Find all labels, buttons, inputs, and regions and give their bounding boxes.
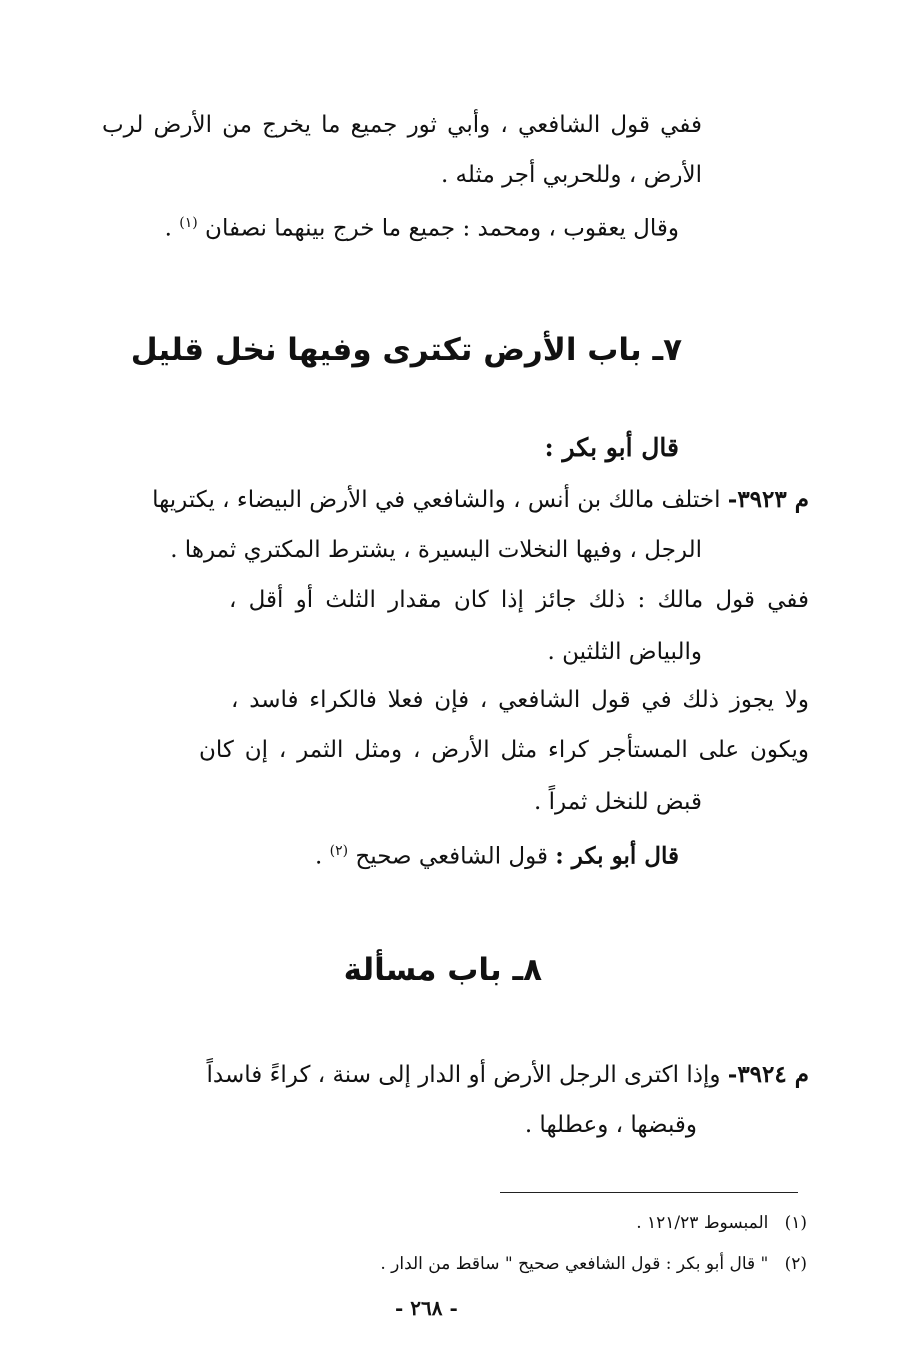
chapter-heading: ٨ـ باب مسألة — [343, 952, 542, 988]
bold-label: قال أبو بكر : — [555, 842, 679, 870]
text-line: قبض للنخل ثمراً . — [534, 789, 702, 815]
text-span: . — [164, 215, 172, 242]
chapter-heading: ٧ـ باب الأرض تكترى وفيها نخل قليل — [130, 332, 682, 368]
text-line: والبياض الثلثين . — [547, 639, 702, 665]
footnote-rule — [500, 1192, 798, 1193]
text-line: ففي قول مالك : ذلك جائز إذا كان مقدار الثلث أو أقل ، — [229, 587, 809, 613]
paragraph-number: م ٣٩٢٣- — [727, 486, 809, 513]
paragraph-number: م ٣٩٢٤- — [727, 1061, 809, 1088]
text-line — [165, 208, 679, 244]
text-line: وقبضها ، وعطلها . — [524, 1112, 697, 1138]
numbered-paragraph — [99, 1060, 809, 1090]
text-line: الأرض ، وللحربي أجر مثله . — [440, 162, 702, 188]
footnote-text: المبسوط ١٢١/٢٣ . — [636, 1213, 769, 1233]
text-span: وقال يعقوب ، ومحمد : جميع ما خرج بينهما نصفان — [205, 215, 679, 242]
text-span: وإذا اكترى الرجل الأرض أو الدار إلى سنة ، كراءً فاسداً — [206, 1062, 721, 1088]
section-intro: قال أبو بكر : — [544, 433, 679, 462]
footnote-number: (١) — [784, 1213, 807, 1233]
footnote-ref: (٢) — [329, 843, 349, 859]
text-span: . — [315, 843, 323, 870]
footnote — [380, 1253, 807, 1275]
text-line: ولا يجوز ذلك في قول الشافعي ، فإن فعلا فالكراء فاسد ، — [231, 687, 809, 713]
conclusion-line — [315, 836, 679, 872]
numbered-paragraph — [99, 485, 809, 515]
text-span: اختلف مالك بن أنس ، والشافعي في الأرض البيضاء ، يكتريها — [152, 487, 721, 513]
footnote-number: (٢) — [784, 1254, 807, 1274]
text-line: ففي قول الشافعي ، وأبي ثور جميع ما يخرج من الأرض لرب — [102, 112, 702, 138]
footnote-text: " قال أبو بكر : قول الشافعي صحيح " ساقط من الدار . — [380, 1254, 769, 1274]
footnote-ref: (١) — [179, 215, 198, 231]
footnote — [636, 1212, 807, 1234]
text-line: ويكون على المستأجر كراء مثل الأرض ، ومثل الثمر ، إن كان — [199, 737, 809, 763]
text-line: الرجل ، وفيها النخلات اليسيرة ، يشترط المكتري ثمرها . — [170, 537, 702, 563]
text-span: قول الشافعي صحيح — [355, 843, 548, 870]
page-number: - ٢٦٨ - — [395, 1296, 458, 1320]
